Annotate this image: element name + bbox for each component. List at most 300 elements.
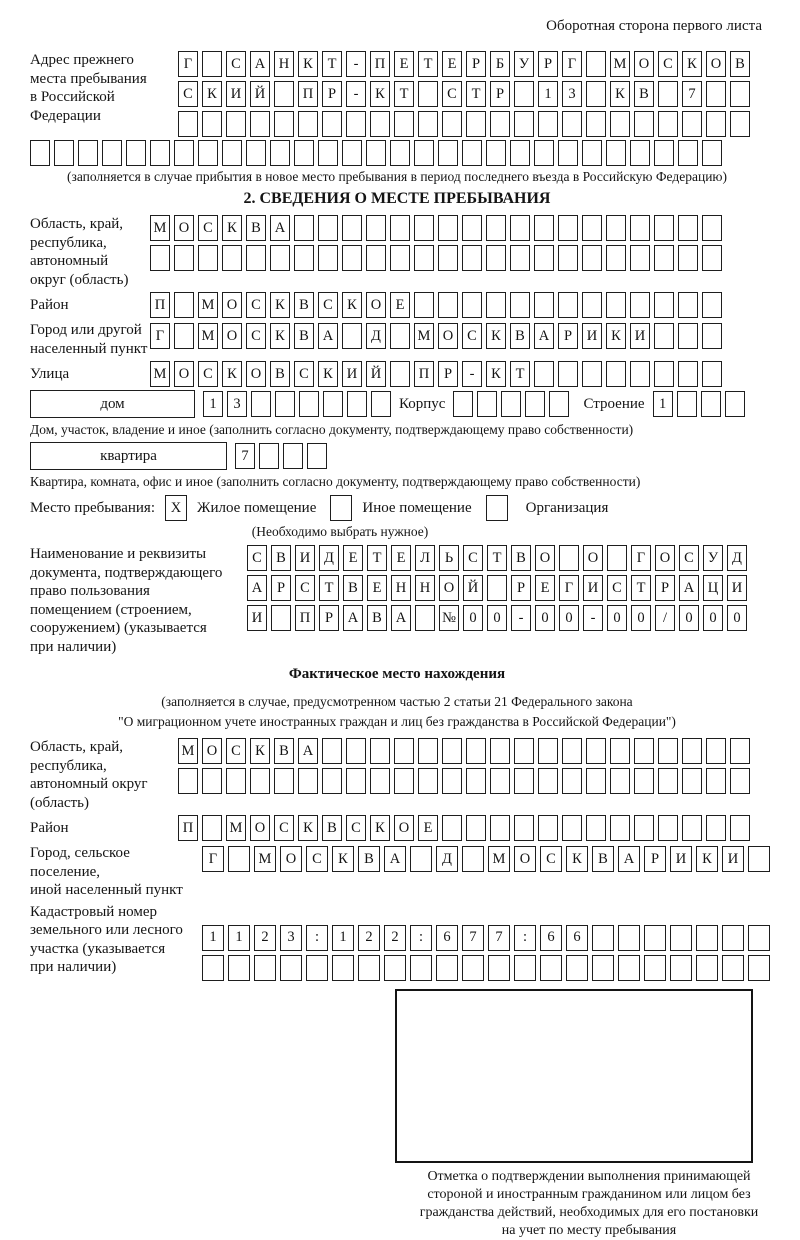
char-box[interactable]: У [514,51,534,77]
char-box[interactable]: Е [343,545,363,571]
char-box[interactable] [730,768,750,794]
char-box[interactable] [366,245,386,271]
char-box[interactable] [251,391,271,417]
char-box[interactable] [466,111,486,137]
char-box[interactable] [250,768,270,794]
char-box[interactable] [559,545,579,571]
char-box[interactable]: Д [436,846,458,872]
char-box[interactable] [706,815,726,841]
char-box[interactable]: 0 [559,605,579,631]
char-box[interactable]: Т [466,81,486,107]
char-box[interactable] [174,292,194,318]
char-box[interactable]: В [274,738,294,764]
char-box[interactable] [270,140,290,166]
char-box[interactable]: И [247,605,267,631]
char-box[interactable] [294,140,314,166]
char-box[interactable]: С [246,292,266,318]
char-box[interactable] [390,323,410,349]
char-box[interactable] [558,292,578,318]
char-box[interactable]: В [270,361,290,387]
char-box[interactable] [102,140,122,166]
char-box[interactable] [562,815,582,841]
char-box[interactable] [682,815,702,841]
char-box[interactable]: Т [319,575,339,601]
char-box[interactable]: Г [202,846,224,872]
char-box[interactable]: С [679,545,699,571]
char-box[interactable] [534,215,554,241]
char-box[interactable] [702,215,722,241]
char-box[interactable] [466,768,486,794]
char-box[interactable] [370,111,390,137]
char-box[interactable] [322,768,342,794]
checkbox-residential[interactable]: X [165,495,187,521]
char-box[interactable] [706,111,726,137]
char-box[interactable] [414,292,434,318]
char-box[interactable]: В [294,292,314,318]
char-box[interactable] [702,140,722,166]
char-box[interactable] [332,955,354,981]
char-box[interactable]: С [462,323,482,349]
char-box[interactable]: 0 [487,605,507,631]
char-box[interactable]: М [610,51,630,77]
char-box[interactable] [634,768,654,794]
char-box[interactable] [490,768,510,794]
char-box[interactable] [534,140,554,166]
char-box[interactable]: Е [418,815,438,841]
char-box[interactable]: Н [391,575,411,601]
char-box[interactable]: Й [463,575,483,601]
char-box[interactable]: Р [655,575,675,601]
char-box[interactable] [414,140,434,166]
char-box[interactable]: С [346,815,366,841]
char-box[interactable]: М [226,815,246,841]
char-box[interactable] [582,361,602,387]
char-box[interactable] [271,605,291,631]
char-box[interactable] [534,245,554,271]
char-box[interactable] [390,215,410,241]
char-box[interactable]: С [198,361,218,387]
char-box[interactable] [490,111,510,137]
char-box[interactable]: - [511,605,531,631]
char-box[interactable] [322,111,342,137]
char-box[interactable]: 3 [227,391,247,417]
char-box[interactable]: С [246,323,266,349]
char-box[interactable]: О [250,815,270,841]
char-box[interactable]: Ь [439,545,459,571]
char-box[interactable] [634,111,654,137]
char-box[interactable] [226,111,246,137]
char-box[interactable] [658,768,678,794]
char-box[interactable] [514,815,534,841]
char-box[interactable] [477,391,497,417]
char-box[interactable] [174,245,194,271]
char-box[interactable]: 7 [235,443,255,469]
char-box[interactable] [582,215,602,241]
char-box[interactable] [418,738,438,764]
char-box[interactable]: Г [150,323,170,349]
char-box[interactable]: М [198,292,218,318]
char-box[interactable] [558,245,578,271]
char-box[interactable] [722,955,744,981]
char-box[interactable]: 3 [562,81,582,107]
char-box[interactable]: О [438,323,458,349]
char-box[interactable] [346,768,366,794]
char-box[interactable]: - [462,361,482,387]
char-box[interactable] [298,768,318,794]
char-box[interactable]: В [511,545,531,571]
char-box[interactable] [275,391,295,417]
char-box[interactable] [702,245,722,271]
char-box[interactable] [607,545,627,571]
char-box[interactable] [610,768,630,794]
char-box[interactable] [510,140,530,166]
char-box[interactable] [592,955,614,981]
char-box[interactable] [462,846,484,872]
char-box[interactable]: К [270,323,290,349]
char-box[interactable]: Р [538,51,558,77]
char-box[interactable] [514,955,536,981]
char-box[interactable] [318,215,338,241]
char-box[interactable]: О [706,51,726,77]
char-box[interactable] [706,81,726,107]
char-box[interactable] [254,955,276,981]
char-box[interactable] [562,111,582,137]
char-box[interactable]: П [178,815,198,841]
char-box[interactable]: С [540,846,562,872]
char-box[interactable] [654,245,674,271]
char-box[interactable] [174,140,194,166]
char-box[interactable] [682,738,702,764]
char-box[interactable]: О [655,545,675,571]
char-box[interactable] [682,768,702,794]
char-box[interactable] [228,846,250,872]
char-box[interactable] [514,768,534,794]
char-box[interactable] [418,111,438,137]
char-box[interactable] [462,215,482,241]
char-box[interactable] [678,292,698,318]
char-box[interactable] [418,768,438,794]
char-box[interactable]: Т [510,361,530,387]
char-box[interactable]: К [332,846,354,872]
char-box[interactable] [226,768,246,794]
char-box[interactable] [582,292,602,318]
char-box[interactable] [202,768,222,794]
char-box[interactable] [606,361,626,387]
char-box[interactable] [706,738,726,764]
char-box[interactable]: П [298,81,318,107]
char-box[interactable] [610,738,630,764]
char-box[interactable]: К [342,292,362,318]
char-box[interactable]: К [696,846,718,872]
char-box[interactable]: С [607,575,627,601]
char-box[interactable]: 2 [254,925,276,951]
char-box[interactable]: К [298,815,318,841]
char-box[interactable] [390,140,410,166]
char-box[interactable] [346,111,366,137]
char-box[interactable]: А [384,846,406,872]
char-box[interactable]: В [271,545,291,571]
char-box[interactable]: Е [535,575,555,601]
char-box[interactable] [606,245,626,271]
char-box[interactable]: К [202,81,222,107]
char-box[interactable] [307,443,327,469]
char-box[interactable]: Е [391,545,411,571]
char-box[interactable] [453,391,473,417]
char-box[interactable]: 1 [332,925,354,951]
char-box[interactable] [150,245,170,271]
char-box[interactable] [174,323,194,349]
char-box[interactable] [678,361,698,387]
char-box[interactable] [318,245,338,271]
char-box[interactable] [228,955,250,981]
char-box[interactable]: С [226,738,246,764]
char-box[interactable]: Р [319,605,339,631]
char-box[interactable] [294,245,314,271]
char-box[interactable]: О [583,545,603,571]
char-box[interactable] [566,955,588,981]
char-box[interactable]: 6 [540,925,562,951]
char-box[interactable]: Т [322,51,342,77]
char-box[interactable]: Т [367,545,387,571]
char-box[interactable] [442,738,462,764]
char-box[interactable] [678,215,698,241]
char-box[interactable]: 1 [228,925,250,951]
char-box[interactable]: : [514,925,536,951]
char-box[interactable] [630,292,650,318]
char-box[interactable]: О [394,815,414,841]
char-box[interactable]: : [410,925,432,951]
char-box[interactable] [394,111,414,137]
char-box[interactable]: К [298,51,318,77]
char-box[interactable]: К [486,323,506,349]
char-box[interactable]: О [222,323,242,349]
char-box[interactable]: 6 [566,925,588,951]
char-box[interactable] [610,111,630,137]
char-box[interactable] [534,292,554,318]
char-box[interactable]: А [247,575,267,601]
char-box[interactable] [270,245,290,271]
char-box[interactable]: М [150,215,170,241]
checkbox-organization[interactable] [486,495,508,521]
char-box[interactable] [678,245,698,271]
char-box[interactable]: В [343,575,363,601]
char-box[interactable]: А [270,215,290,241]
char-box[interactable]: - [346,81,366,107]
char-box[interactable]: 0 [463,605,483,631]
char-box[interactable]: И [582,323,602,349]
char-box[interactable] [54,140,74,166]
char-box[interactable]: В [294,323,314,349]
char-box[interactable]: А [534,323,554,349]
char-box[interactable] [438,245,458,271]
char-box[interactable] [501,391,521,417]
char-box[interactable]: С [318,292,338,318]
char-box[interactable]: 2 [358,925,380,951]
char-box[interactable]: К [370,81,390,107]
char-box[interactable] [294,215,314,241]
char-box[interactable] [558,361,578,387]
char-box[interactable] [415,605,435,631]
char-box[interactable] [250,111,270,137]
char-box[interactable]: Р [322,81,342,107]
char-box[interactable] [682,111,702,137]
char-box[interactable] [358,955,380,981]
char-box[interactable]: О [366,292,386,318]
char-box[interactable]: А [318,323,338,349]
char-box[interactable]: И [583,575,603,601]
char-box[interactable] [634,738,654,764]
char-box[interactable] [748,925,770,951]
char-box[interactable]: В [322,815,342,841]
char-box[interactable] [366,215,386,241]
char-box[interactable] [510,245,530,271]
char-box[interactable]: В [634,81,654,107]
char-box[interactable]: А [250,51,270,77]
char-box[interactable] [438,215,458,241]
char-box[interactable] [306,955,328,981]
char-box[interactable]: Г [559,575,579,601]
char-box[interactable]: О [514,846,536,872]
char-box[interactable] [702,323,722,349]
char-box[interactable] [730,815,750,841]
char-box[interactable] [525,391,545,417]
char-box[interactable] [534,361,554,387]
char-box[interactable]: С [274,815,294,841]
char-box[interactable] [442,111,462,137]
char-box[interactable]: М [488,846,510,872]
char-box[interactable] [222,245,242,271]
char-box[interactable] [30,140,50,166]
char-box[interactable] [538,815,558,841]
char-box[interactable] [442,768,462,794]
char-box[interactable]: И [295,545,315,571]
char-box[interactable]: Р [558,323,578,349]
char-box[interactable] [582,140,602,166]
char-box[interactable]: К [270,292,290,318]
char-box[interactable]: С [463,545,483,571]
char-box[interactable]: / [655,605,675,631]
char-box[interactable]: К [222,215,242,241]
char-box[interactable] [606,215,626,241]
char-box[interactable] [371,391,391,417]
char-box[interactable] [202,111,222,137]
char-box[interactable]: 6 [436,925,458,951]
char-box[interactable] [274,768,294,794]
char-box[interactable] [370,768,390,794]
char-box[interactable] [318,140,338,166]
char-box[interactable] [322,738,342,764]
char-box[interactable] [280,955,302,981]
char-box[interactable] [658,81,678,107]
char-box[interactable] [394,738,414,764]
char-box[interactable] [586,81,606,107]
char-box[interactable]: В [246,215,266,241]
char-box[interactable]: Р [438,361,458,387]
char-box[interactable]: 1 [653,391,673,417]
char-box[interactable]: О [634,51,654,77]
char-box[interactable] [414,215,434,241]
char-box[interactable] [702,361,722,387]
char-box[interactable]: П [414,361,434,387]
char-box[interactable] [586,768,606,794]
char-box[interactable] [462,245,482,271]
char-box[interactable] [514,81,534,107]
char-box[interactable] [630,361,650,387]
char-box[interactable] [394,768,414,794]
char-box[interactable] [462,292,482,318]
char-box[interactable]: - [346,51,366,77]
char-box[interactable] [488,955,510,981]
char-box[interactable]: Г [631,545,651,571]
char-box[interactable] [586,815,606,841]
char-box[interactable] [730,738,750,764]
char-box[interactable]: 0 [679,605,699,631]
char-box[interactable] [582,245,602,271]
char-box[interactable]: А [679,575,699,601]
char-box[interactable] [342,323,362,349]
char-box[interactable] [490,815,510,841]
char-box[interactable] [558,215,578,241]
char-box[interactable]: К [486,361,506,387]
char-box[interactable] [410,846,432,872]
char-box[interactable]: 0 [607,605,627,631]
char-box[interactable] [486,292,506,318]
char-box[interactable]: И [226,81,246,107]
char-box[interactable] [418,81,438,107]
char-box[interactable] [323,391,343,417]
char-box[interactable] [586,738,606,764]
char-box[interactable] [298,111,318,137]
char-box[interactable]: А [343,605,363,631]
char-box[interactable] [540,955,562,981]
char-box[interactable]: В [358,846,380,872]
char-box[interactable] [606,140,626,166]
char-box[interactable] [677,391,697,417]
char-box[interactable]: С [442,81,462,107]
char-box[interactable]: 0 [631,605,651,631]
char-box[interactable]: Ц [703,575,723,601]
char-box[interactable]: М [414,323,434,349]
char-box[interactable] [487,575,507,601]
char-box[interactable] [630,140,650,166]
char-box[interactable] [366,140,386,166]
char-box[interactable]: И [670,846,692,872]
char-box[interactable]: В [592,846,614,872]
char-box[interactable]: Й [250,81,270,107]
char-box[interactable] [558,140,578,166]
char-box[interactable] [202,51,222,77]
char-box[interactable] [466,815,486,841]
char-box[interactable]: Т [487,545,507,571]
char-box[interactable] [486,215,506,241]
char-box[interactable] [510,215,530,241]
char-box[interactable]: 3 [280,925,302,951]
char-box[interactable] [202,815,222,841]
char-box[interactable] [725,391,745,417]
char-box[interactable] [702,292,722,318]
char-box[interactable]: Г [178,51,198,77]
char-box[interactable] [618,955,640,981]
char-box[interactable]: И [727,575,747,601]
checkbox-other-premises[interactable] [330,495,352,521]
char-box[interactable]: Е [390,292,410,318]
char-box[interactable] [347,391,367,417]
char-box[interactable]: В [730,51,750,77]
char-box[interactable] [654,140,674,166]
char-box[interactable] [538,768,558,794]
char-box[interactable] [486,245,506,271]
char-box[interactable] [730,111,750,137]
